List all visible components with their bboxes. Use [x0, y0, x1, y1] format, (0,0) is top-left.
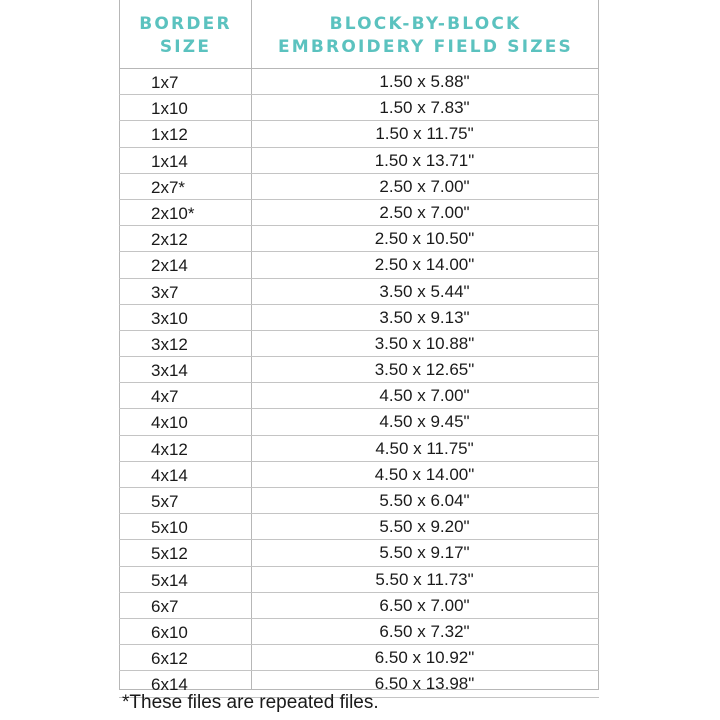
table-row	[119, 95, 599, 121]
table-row	[119, 331, 599, 357]
border-size-cell: 3x7	[151, 282, 179, 302]
header-border-size	[120, 8, 251, 64]
field-size-cell: 4.50 x 9.45"	[379, 412, 470, 432]
field-size-cell: 6.50 x 7.32"	[379, 621, 470, 641]
field-size-cell: 6.50 x 10.92"	[374, 648, 475, 668]
border-size-cell: 1x7	[151, 73, 179, 92]
field-size-cell: 5.50 x 6.04"	[379, 491, 470, 510]
field-size-cell: 4.50 x 7.00"	[379, 386, 470, 406]
border-size-cell: 1x10	[151, 99, 188, 119]
field-size-cell: 6.50 x 7.00"	[379, 595, 470, 615]
table-row	[119, 148, 599, 174]
border-size-cell: 5x14	[151, 570, 188, 590]
border-size-cell: 4x7	[151, 387, 179, 407]
footnote: *These files are repeated files.	[122, 692, 379, 713]
border-size-cell: 1x12	[151, 125, 188, 145]
border-size-cell: 2x7*	[151, 177, 186, 197]
field-size-cell: 2.50 x 10.50"	[374, 229, 475, 249]
border-size-cell: 1x14	[151, 151, 188, 171]
header-field-sizes-line-1: BLOCK-BY-BLOCK	[329, 14, 522, 34]
field-size-cell: 3.50 x 9.13"	[379, 307, 470, 327]
table-row	[119, 226, 599, 252]
border-size-cell: 6x10	[151, 622, 188, 642]
border-size-cell: 2x14	[151, 256, 188, 276]
table-row	[119, 645, 599, 671]
border-size-cell: 6x14	[151, 675, 188, 695]
border-size-cell: 4x12	[151, 439, 188, 459]
table-row	[119, 305, 599, 331]
field-size-cell: 2.50 x 14.00"	[374, 255, 475, 275]
header-field-sizes	[253, 8, 598, 64]
border-size-cell: 2x12	[151, 230, 188, 250]
field-size-cell: 5.50 x 11.73"	[375, 569, 474, 589]
field-size-cell: 1.50 x 5.88"	[379, 72, 470, 91]
field-size-cell: 1.50 x 7.83"	[379, 98, 470, 118]
field-size-cell: 5.50 x 9.20"	[379, 517, 470, 537]
table-row	[119, 619, 599, 645]
table-row	[119, 436, 599, 462]
border-size-cell: 2x10*	[151, 203, 195, 223]
header-border-size-line-2: SIZE	[159, 37, 212, 57]
field-size-cell: 5.50 x 9.17"	[379, 543, 470, 563]
field-size-cell: 2.50 x 7.00"	[379, 202, 470, 222]
table-row	[119, 514, 599, 540]
border-size-cell: 3x12	[151, 334, 188, 354]
table-row	[119, 540, 599, 566]
table-row	[119, 174, 599, 200]
table-row	[119, 69, 599, 95]
table-row	[119, 383, 599, 409]
table-row	[119, 357, 599, 383]
field-size-cell: 4.50 x 14.00"	[374, 464, 475, 484]
field-size-cell: 3.50 x 5.44"	[379, 281, 470, 301]
table-row	[119, 200, 599, 226]
border-size-cell: 4x14	[151, 465, 188, 485]
field-size-cell: 2.50 x 7.00"	[379, 176, 470, 196]
border-size-cell: 4x10	[151, 413, 188, 433]
field-size-cell: 1.50 x 13.71"	[374, 150, 475, 170]
table-row	[119, 567, 599, 593]
field-size-cell: 4.50 x 11.75"	[375, 438, 474, 458]
field-size-cell: 1.50 x 11.75"	[375, 124, 474, 144]
border-size-cell: 3x10	[151, 308, 188, 328]
table-row	[119, 409, 599, 435]
field-size-cell: 6.50 x 13.98"	[374, 674, 475, 694]
field-size-cell: 3.50 x 12.65"	[374, 360, 475, 380]
field-size-cell: 3.50 x 10.88"	[374, 333, 475, 353]
border-size-cell: 5x7	[151, 492, 179, 511]
table-row	[119, 488, 599, 514]
table-row	[119, 593, 599, 619]
border-size-cell: 6x12	[151, 649, 188, 669]
table-row	[119, 462, 599, 488]
border-size-cell: 3x14	[151, 361, 188, 381]
border-size-cell: 6x7	[151, 596, 179, 616]
table-row	[119, 279, 599, 305]
table-row	[119, 121, 599, 147]
table-body	[119, 69, 599, 698]
header-border-size-line-1: BORDER	[139, 14, 232, 34]
header-field-sizes-line-2: EMBROIDERY FIELD SIZES	[277, 37, 574, 57]
table-row	[119, 252, 599, 278]
border-size-cell: 5x12	[151, 544, 188, 564]
border-size-cell: 5x10	[151, 518, 188, 538]
